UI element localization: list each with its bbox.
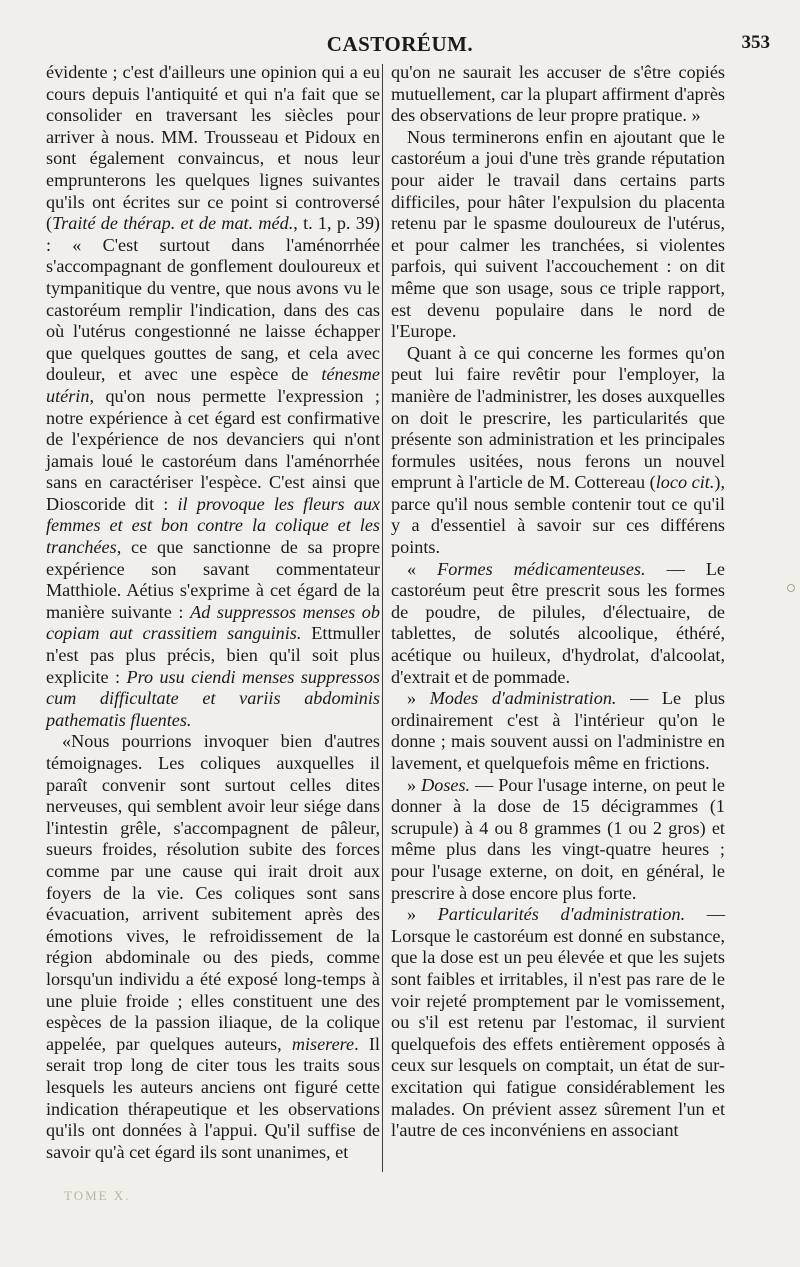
text-run: , ce que sanctionne de sa propre expérience son savant commentateur Matthiole. Aétius s'exprime à cet égard de la manière suivante : (46, 537, 380, 622)
margin-mark (787, 584, 795, 592)
text-run: , qu'on nous permette l'expression ; notre expérience à cet égard est confirmative de l'expérience de nos devanciers qui n'ont jamais loué le castoréum dans l'aménorrhée sans en caractériser l'espèce. C'est ainsi que Dioscoride dit : (46, 385, 380, 514)
text-run: — Lorsque le castoréum est donné en substance, que la dose est un peu élevée et que les sujets sont faibles et irritables, il n'est pas rare de le voir rejeté promptement par le vomissement, ou s'il est retenu par l'estomac, il survient quelquefois des effets entièrement opposés à ceux sur lesquels on comptait, un état de sur-excitation qui fatigue considérablement les malades. On prévient assez sûrement l'un et l'autre de ces inconvéniens en associant (391, 904, 726, 1141)
paragraph (391, 688, 725, 774)
paragraph (391, 559, 725, 689)
text-run: — Le castoréum peut être prescrit sous les formes de poudre, de pilules, d'électuaire, de tablettes, de solutés alcoolique, éthéré, acétique ou huileux, d'hydrolat, d'alcoolat, d'extrait et de pommade. (391, 558, 726, 687)
paragraph (391, 343, 725, 559)
italic-run: miserere (291, 1033, 355, 1054)
text-run: — Pour l'usage interne, on peut le donner à la dose de 15 décigrammes (1 scrupule) à 4 ou 8 grammes (1 ou 2 gros) et même plus dans les vingt-quatre heures ; pour l'usage externe, on doit, en général, le prescrire à dose encore plus forte. (391, 774, 725, 903)
italic-run: Doses. (421, 774, 471, 795)
italic-run: loco cit. (655, 472, 715, 493)
page-header (0, 32, 800, 62)
left-column (46, 62, 380, 1163)
paragraph: Nous terminerons enfin en ajoutant que le castoréum a joui d'une très grande réputation pour aider le travail dans certains parts difficiles, pour hâter l'expulsion du placenta retenu par le spasme douloureux de l'utérus, et pour calmer les tranchées, si violentes parfois, qui suivent l'accouchement : on dit même que son usage, sous ce triple rapport, est devenu populaire dans le nord de l'Europe. (391, 126, 725, 342)
paragraph (391, 775, 725, 905)
text-run: . Il serait trop long de citer tous les traits sous lesquels les auteurs anciens ont figuré cette indication thérapeutique et les observations qu'ils ont données à l'appui. Qu'il suffise de savoir qu'à cet égard ils sont unanimes, et (46, 1033, 380, 1162)
italic-run: Modes d'administration. (429, 688, 617, 709)
italic-run: Pro usu ciendi menses suppressos cum difficultate et variis abdominis pathematis fluentes. (46, 666, 381, 730)
italic-run: Traité de thérap. et de mat. méd. (52, 213, 294, 234)
italic-run: il provoque les fleurs aux femmes et est bon contre la colique et les tranchées (46, 493, 380, 558)
text-run: » (407, 774, 422, 795)
italic-run: Ad suppressos menses ob copiam aut crassitiem sanguinis. (46, 601, 380, 644)
running-title: CASTORÉUM. (326, 32, 474, 56)
text-run: Quant à ce qui concerne les formes qu'on peut lui faire revêtir pour l'employer, la manière de l'administrer, les doses auxquelles on doit le prescrire, les particularités que présente son administration et les principales formules usitées, nous ferons un nouvel emprunt à l'article de M. Cottereau ( (391, 342, 725, 493)
page-number: 353 (741, 32, 770, 53)
right-column (391, 62, 725, 1142)
text-run: ), parce qu'il nous semble contenir tout ce qu'il y a d'essentiel à savoir sur ces différens points. (391, 472, 725, 558)
text-run: évidente ; c'est d'ailleurs une opinion qui a eu cours depuis l'antiquité et qui n'a fait que se consolider en traversant les siècles pour arriver à nous. MM. Trousseau et Pidoux en sont également convaincus, et nous leur emprunterons les quelques lignes suivantes qu'ils ont écrites sur ce point si controversé ( (46, 62, 380, 234)
italic-run: Particularités d'administration. (437, 904, 686, 925)
text-run: — Le plus ordinairement c'est à l'intérieur qu'on le donne ; mais souvent aussi on l'administre en lavement, et quelquefois même en frictions. (391, 688, 725, 773)
paragraph (46, 62, 380, 731)
column-divider (382, 64, 383, 1172)
paragraph (391, 904, 725, 1142)
paragraph: qu'on ne saurait les accuser de s'être copiés mutuellement, car la plupart affirment d'après des observations de leur propre pratique. » (391, 62, 725, 126)
text-run: Ettmuller n'est pas plus précis, bien qu'il soit plus explicite : (46, 623, 380, 687)
paragraph (46, 731, 380, 1163)
italic-run: ténesme utérin (46, 364, 380, 406)
italic-run: Formes médicamenteuses. (437, 558, 646, 579)
text-run: , t. 1, p. 39) : « C'est surtout dans l'aménorrhée s'accompagnant de gonflement douloureux et tympanitique du ventre, que nous avons vu le castoréum remplir l'indication, dans des cas où l'utérus congestionné ne laisse échapper que quelques gouttes de sang, et cela avec douleur, et avec une espèce de (46, 213, 380, 385)
signature-mark: TOME X. (64, 1188, 131, 1203)
text-run: « (407, 558, 438, 579)
text-run: «Nous pourrions invoquer bien d'autres témoignages. Les coliques auxquelles il paraît convenir sont surtout celles dites nerveuses, qui semblent avoir leur siége dans l'intestin grêle, s'accompagnent de pâleur, sueurs froides, résolution subite des forces comme par une cause qui irait droit aux foyers de la vie. Ces coliques sont sans évacuation, arrivent subitement après des émotions vives, le refroidissement de la région abdominale ou des pieds, comme lorsqu'un individu a été exposé long-temps à une pluie froide ; elles constituent une des espèces de la passion iliaque, de la colique appelée, par quelques auteurs, (46, 731, 380, 1054)
text-run: » (407, 904, 438, 925)
text-run: » (407, 688, 430, 709)
